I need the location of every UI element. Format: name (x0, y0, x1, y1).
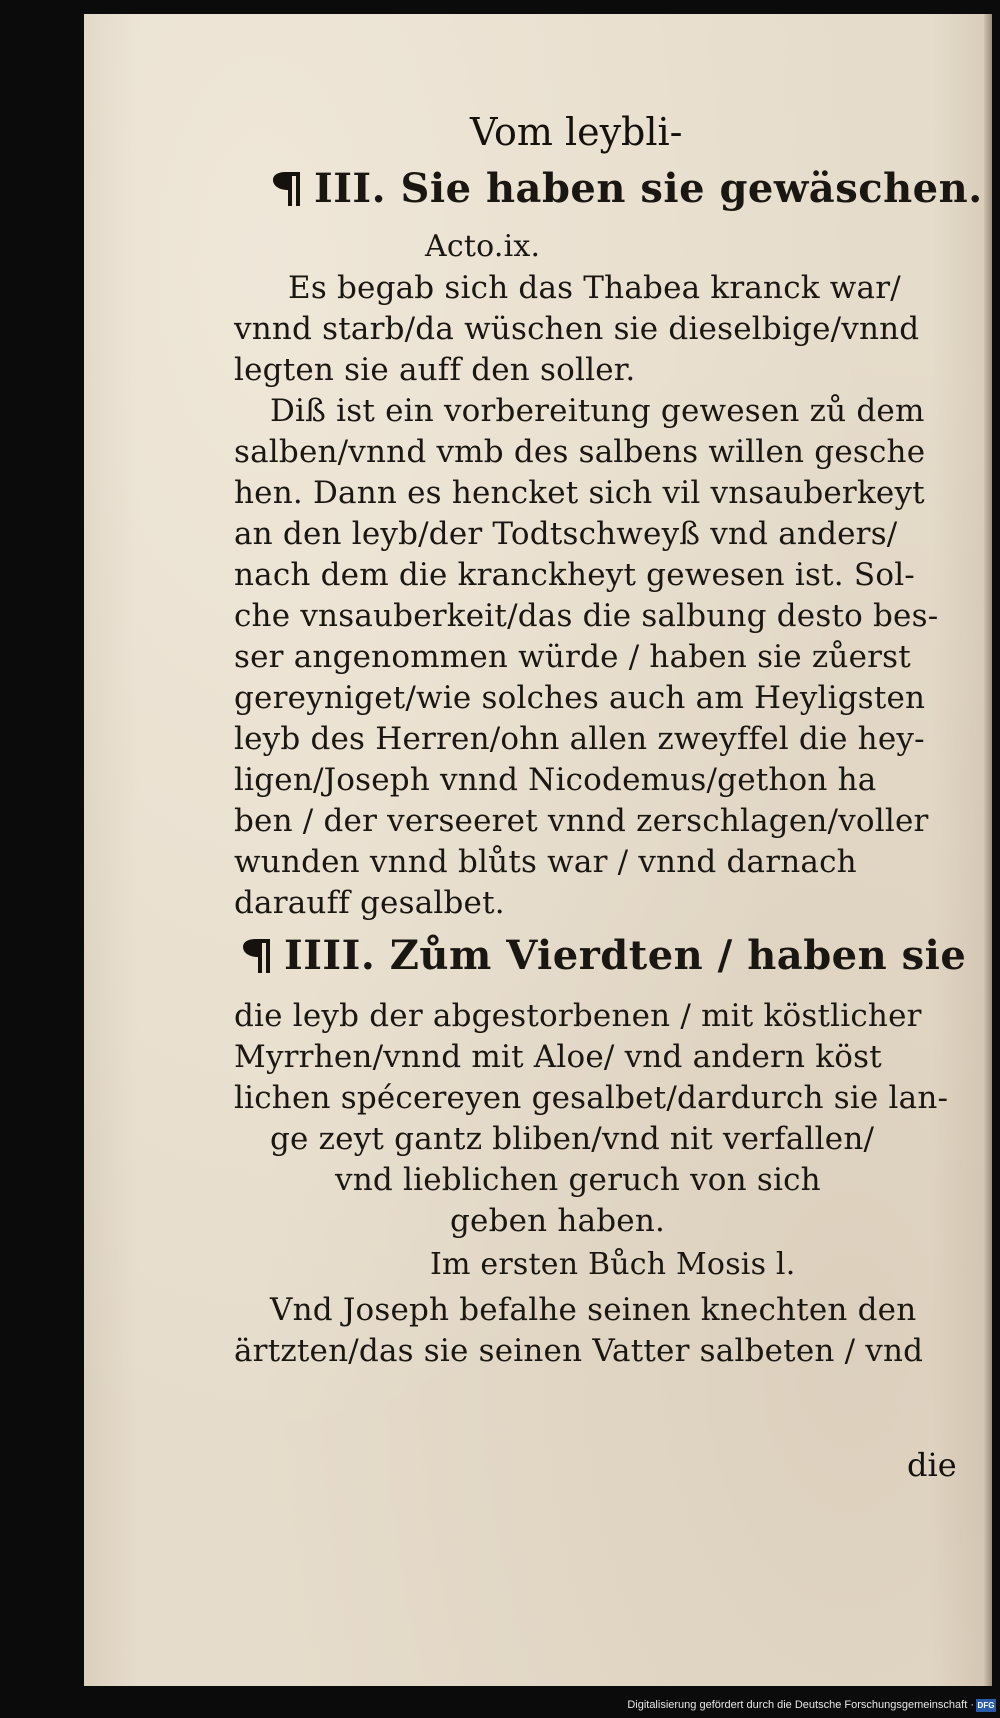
section-3-heading (270, 165, 983, 212)
pilcrow-icon (240, 935, 274, 975)
page-edge (984, 14, 992, 1686)
text-line: lichen spécereyen gesalbet/dardurch sie lan- (234, 1080, 949, 1116)
text-line: die leyb der abgestorbenen / mit köstlicher (234, 998, 922, 1034)
text-line: legten sie auff den soller. (234, 352, 636, 388)
text-line: vnd lieblichen geruch von sich (335, 1162, 821, 1198)
text-line: ärtzten/das sie seinen Vatter salbeten / vnd (234, 1333, 924, 1369)
text-line: salben/vnnd vmb des salbens willen gesche (234, 434, 926, 470)
text-line: Diß ist ein vorbereitung gewesen zů dem (270, 393, 925, 429)
text-line: Es begab sich das Thabea kranck war/ (288, 270, 901, 306)
section-4-heading-text: IIII. Zům Vierdten / haben sie (284, 932, 967, 979)
text-line: ge zeyt gantz bliben/vnd nit verfallen/ (270, 1121, 875, 1157)
text-line: nach dem die kranckheyt gewesen ist. Sol- (234, 557, 915, 593)
section-4-heading (240, 932, 967, 979)
section-3-heading-text: III. Sie haben sie gewäschen. (314, 165, 983, 212)
text-line: gereyniget/wie solches auch am Heyligsten (234, 680, 926, 716)
dfg-logo-icon: DFG (977, 1701, 995, 1710)
section-4-reference: Im ersten Bůch Mosis l. (430, 1247, 796, 1282)
text-line: ben / der verseeret vnnd zerschlagen/voller (234, 803, 929, 839)
text-line: Myrrhen/vnnd mit Aloe/ vnd andern köst (234, 1039, 882, 1075)
catchword: die (907, 1446, 957, 1484)
text-line: ligen/Joseph vnnd Nicodemus/gethon ha (234, 762, 877, 798)
section-3-reference: Acto.ix. (425, 229, 541, 264)
footer-credit: Digitalisierung gefördert durch die Deutsche Forschungsgemeinschaft · (627, 1699, 974, 1711)
running-head: Vom leybli- (470, 110, 683, 154)
text-line: leyb des Herren/ohn allen zweyffel die hey- (234, 721, 925, 757)
pilcrow-icon (270, 168, 304, 208)
text-line: darauff gesalbet. (234, 885, 505, 921)
text-line: hen. Dann es hencket sich vil vnsauberkeyt (234, 475, 925, 511)
text-line: geben haben. (450, 1203, 666, 1239)
text-line: che vnsauberkeit/das die salbung desto bes- (234, 598, 939, 634)
text-line: Vnd Joseph befalhe seinen knechten den (270, 1292, 917, 1328)
text-line: vnnd starb/da wüschen sie dieselbige/vnnd (234, 311, 920, 347)
text-line: ser angenommen würde / haben sie zůerst (234, 639, 911, 675)
text-line: an den leyb/der Todtschweyß vnd anders/ (234, 516, 898, 552)
text-line: wunden vnnd blůts war / vnnd darnach (234, 844, 857, 880)
